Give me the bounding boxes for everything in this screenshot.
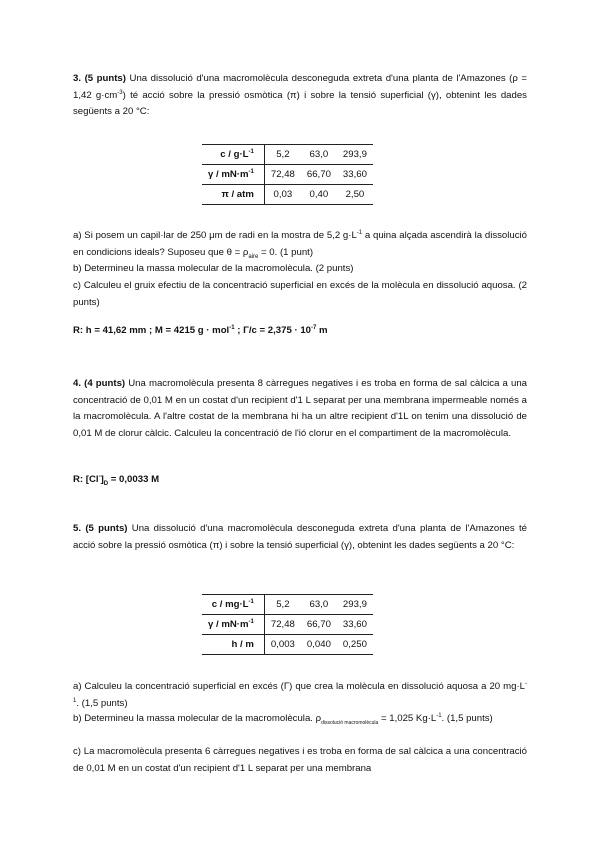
q3-number: 3. bbox=[73, 73, 82, 84]
q5-header-c: $c / mg\cdot L^{-1}$ bbox=[202, 595, 264, 615]
q5-part-c: c) La macromolècula presenta 6 càrregues negatives i es troba en forma de sal càlcica a una concentració de 0,01 M en un costat d'un recipient d'1 L separat per una membrana bbox=[73, 746, 527, 774]
table-cell: 0,03 bbox=[273, 189, 293, 200]
q3-part-b: b) Determineu la massa molecular de la macromolècula. (2 punts) bbox=[73, 263, 354, 274]
q3-data-table bbox=[202, 144, 373, 205]
table-cell: 0,40 bbox=[309, 189, 329, 200]
q3-header-gamma: $\gamma / mN\cdot m^{-1}$ bbox=[202, 165, 264, 185]
table-cell: 0,003 bbox=[270, 639, 295, 650]
q3-header-c: $c / g\cdot L^{-1}$ bbox=[202, 145, 264, 165]
table-row bbox=[202, 595, 373, 615]
q5-header-h: h / m bbox=[202, 635, 264, 655]
q4-text: Una macromolècula presenta 8 càrregues negatives i es troba en forma de sal càlcica a una concentració de 0,01 M en un costat d'un recipient d'1 L separat per una membrana impermeable només a la macromolècula. A l'altre costat de la membrana hi ha un altre recipient d'1L on tenim una dissolució de 0,01 M de clorur càlcic. Calculeu la concentració de l'ió clorur en el compartiment de la macromolècula. bbox=[73, 378, 527, 439]
table-row bbox=[202, 185, 373, 205]
table-cell: 2,50 bbox=[345, 189, 365, 200]
table-cell: 0,250 bbox=[342, 639, 367, 650]
table-row bbox=[202, 635, 373, 655]
q3-answer: R: h = 41,62 mm ; M = 4215 g · mol$^{-1}$ ; $\Gamma/c = 2,375 \cdot 10^{-7}$ m bbox=[73, 324, 328, 336]
table-cell: 72,48 bbox=[270, 169, 295, 180]
table-cell: 72,48 bbox=[270, 619, 295, 630]
q4-statement bbox=[73, 376, 527, 442]
q5-number: 5. bbox=[73, 523, 82, 534]
q4-answer: R: $[Cl^-]_D = 0,0033$ M bbox=[73, 473, 160, 487]
table-row bbox=[202, 615, 373, 635]
table-cell: 5,2 bbox=[276, 149, 290, 160]
table-row bbox=[202, 145, 373, 165]
table-cell: 5,2 bbox=[276, 599, 290, 610]
q3-part-a: a) Si posem un capil·lar de 250 μm de radi en la mostra de 5,2 $g\cdot L^{-1}$ a quina alçada ascendirà la dissolució en condicions ideals? Suposeu que $\theta = \rho_{aire} = 0$. (1 punt) bbox=[73, 229, 528, 260]
q5-part-a: a) Calculeu la concentració superficial en excés (Γ) que crea la molècula en dissolució aquosa a 20 $mg\cdot L^{-1}$. (1,5 punts) bbox=[73, 680, 527, 709]
table-cell: 66,70 bbox=[306, 169, 331, 180]
table-cell: 0,040 bbox=[306, 639, 331, 650]
q3-points: (5 punts) bbox=[84, 73, 126, 84]
q3-text-b: ) té acció sobre la pressió osmòtica (π) i sobre la tensió superficial (γ), obtenint les dades següents a 20 °C: bbox=[73, 89, 527, 117]
table-cell: 33,60 bbox=[342, 169, 367, 180]
q3-sup-a: -3 bbox=[117, 89, 123, 96]
q3-statement bbox=[73, 71, 527, 121]
q3-text-a: Una dissolució d'una macromolècula desconeguda extreta d'una planta de l'Amazones (ρ = 1,42 g·cm bbox=[73, 73, 527, 101]
table-cell: 66,70 bbox=[306, 619, 331, 630]
table-cell: 63,0 bbox=[309, 149, 329, 160]
q5-data-table bbox=[202, 594, 373, 655]
table-cell: 293,9 bbox=[342, 149, 367, 160]
table-cell: 33,60 bbox=[342, 619, 367, 630]
table-cell: 293,9 bbox=[342, 599, 367, 610]
table-cell: 63,0 bbox=[309, 599, 329, 610]
q5-part-b: b) Determineu la massa molecular de la macromolècula. $\rho_{dissolució macromolècula} = 1,025$ $Kg\cdot L^{-1}$. (1,5 punts) bbox=[73, 712, 493, 726]
q5-text: Una dissolució d'una macromolècula desconeguda extreta d'una planta de l'Amazones té acció sobre la pressió osmòtica (π) i sobre la tensió superficial (γ), obtenint les dades següents a 20 °C: bbox=[73, 523, 527, 551]
q5-points: (5 punts) bbox=[85, 523, 128, 534]
q5-statement bbox=[73, 521, 527, 554]
q5-header-gamma: $\gamma / mN\cdot m^{-1}$ bbox=[202, 615, 264, 635]
q3-header-pi: π / atm bbox=[202, 185, 264, 205]
q3-part-c: c) Calculeu el gruix efectiu de la concentració superficial en excés de la molècula en dissolució aquosa. (2 punts) bbox=[73, 280, 527, 308]
q4-number: 4. bbox=[73, 378, 82, 389]
table-row bbox=[202, 165, 373, 185]
q4-points: (4 punts) bbox=[84, 378, 126, 389]
